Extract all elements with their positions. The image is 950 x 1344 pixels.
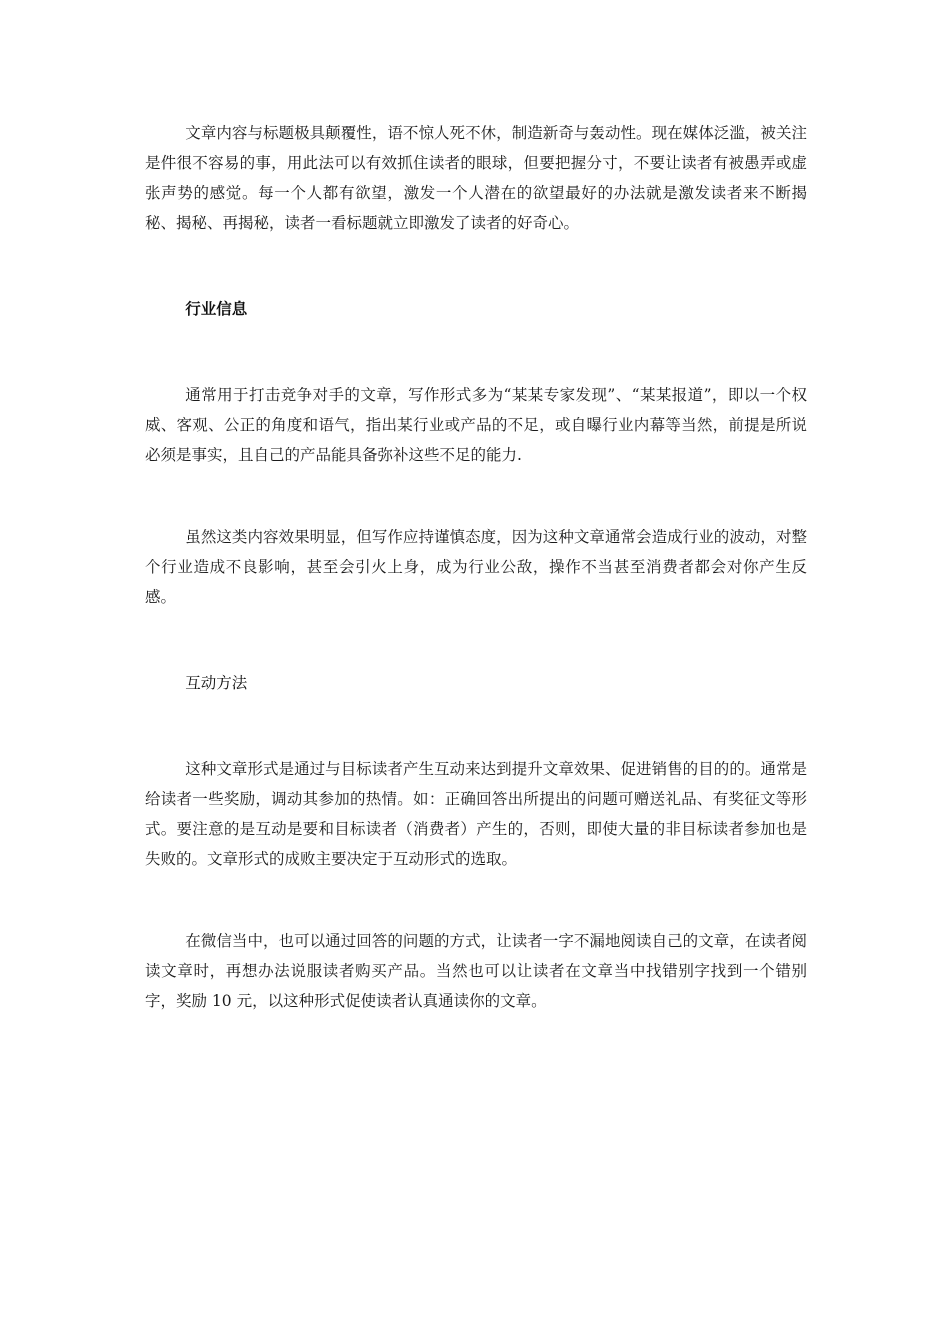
document-body (145, 118, 807, 1016)
paragraph-intro: 文章内容与标题极具颠覆性，语不惊人死不休，制造新奇与轰动性。现在媒体泛滥，被关注是件很不容易的事，用此法可以有效抓住读者的眼球，但要把握分寸，不要让读者有被愚弄或虚张声势的感觉。每一个人都有欲望，激发一个人潜在的欲望最好的办法就是激发读者来不断揭秘、揭秘、再揭秘，读者一看标题就立即激发了读者的好奇心。 (145, 124, 807, 232)
spacer (145, 612, 807, 668)
paragraph-interaction: 这种文章形式是通过与目标读者产生互动来达到提升文章效果、促进销售的目的的。通常是给读者一些奖励，调动其参加的热情。如：正确回答出所提出的问题可赠送礼品、有奖征文等形式。要注意的是互动是要和目标读者（消费者）产生的，否则，即使大量的非目标读者参加也是失败的。文章形式的成败主要决定于互动形式的选取。 (145, 760, 807, 868)
section-heading-industry-info: 行业信息 (185, 300, 248, 318)
spacer (145, 238, 807, 294)
paragraph-wechat: 在微信当中，也可以通过回答的问题的方式，让读者一字不漏地阅读自己的文章，在读者阅读文章时，再想办法说服读者购买产品。当然也可以让读者在文章当中找错别字找到一个错别字，奖励 10 元，以这种形式促使读者认真通读你的文章。 (145, 932, 807, 1010)
spacer (145, 874, 807, 926)
paragraph-caution: 虽然这类内容效果明显，但写作应持谨慎态度，因为这种文章通常会造成行业的波动，对整个行业造成不良影响，甚至会引火上身，成为行业公敌，操作不当甚至消费者都会对你产生反感。 (145, 528, 807, 606)
section-heading-interaction: 互动方法 (185, 674, 248, 692)
spacer (145, 324, 807, 380)
spacer (145, 698, 807, 754)
paragraph-industry-info: 通常用于打击竞争对手的文章，写作形式多为“某某专家发现”、“某某报道”，即以一个权威、客观、公正的角度和语气，指出某行业或产品的不足，或自曝行业内幕等当然，前提是所说必须是事实，且自己的产品能具备弥补这些不足的能力. (145, 386, 807, 464)
spacer (145, 470, 807, 522)
